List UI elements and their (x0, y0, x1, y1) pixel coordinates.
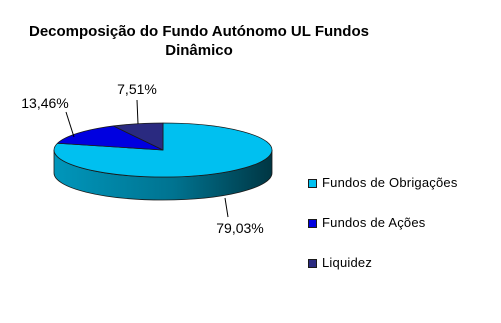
chart-title-line-2: Dinâmico (165, 42, 233, 59)
legend-swatch-acoes (308, 219, 317, 228)
leader-line-1 (66, 112, 74, 137)
chart-title-line-1: Decomposição do Fundo Autónomo UL Fundos (29, 23, 369, 40)
data-label-1: 13,46% (21, 95, 69, 111)
legend-swatch-obrigacoes (308, 179, 317, 188)
legend-swatch-liquidez (308, 259, 317, 268)
data-label-2: 7,51% (117, 81, 157, 97)
legend-label-obrigacoes: Fundos de Obrigações (322, 175, 458, 190)
leader-line-0 (225, 198, 228, 217)
legend-label-acoes: Fundos de Ações (322, 215, 426, 230)
leader-line-2 (137, 100, 138, 124)
data-label-0: 79,03% (216, 220, 264, 236)
legend-label-liquidez: Liquidez (322, 255, 373, 270)
